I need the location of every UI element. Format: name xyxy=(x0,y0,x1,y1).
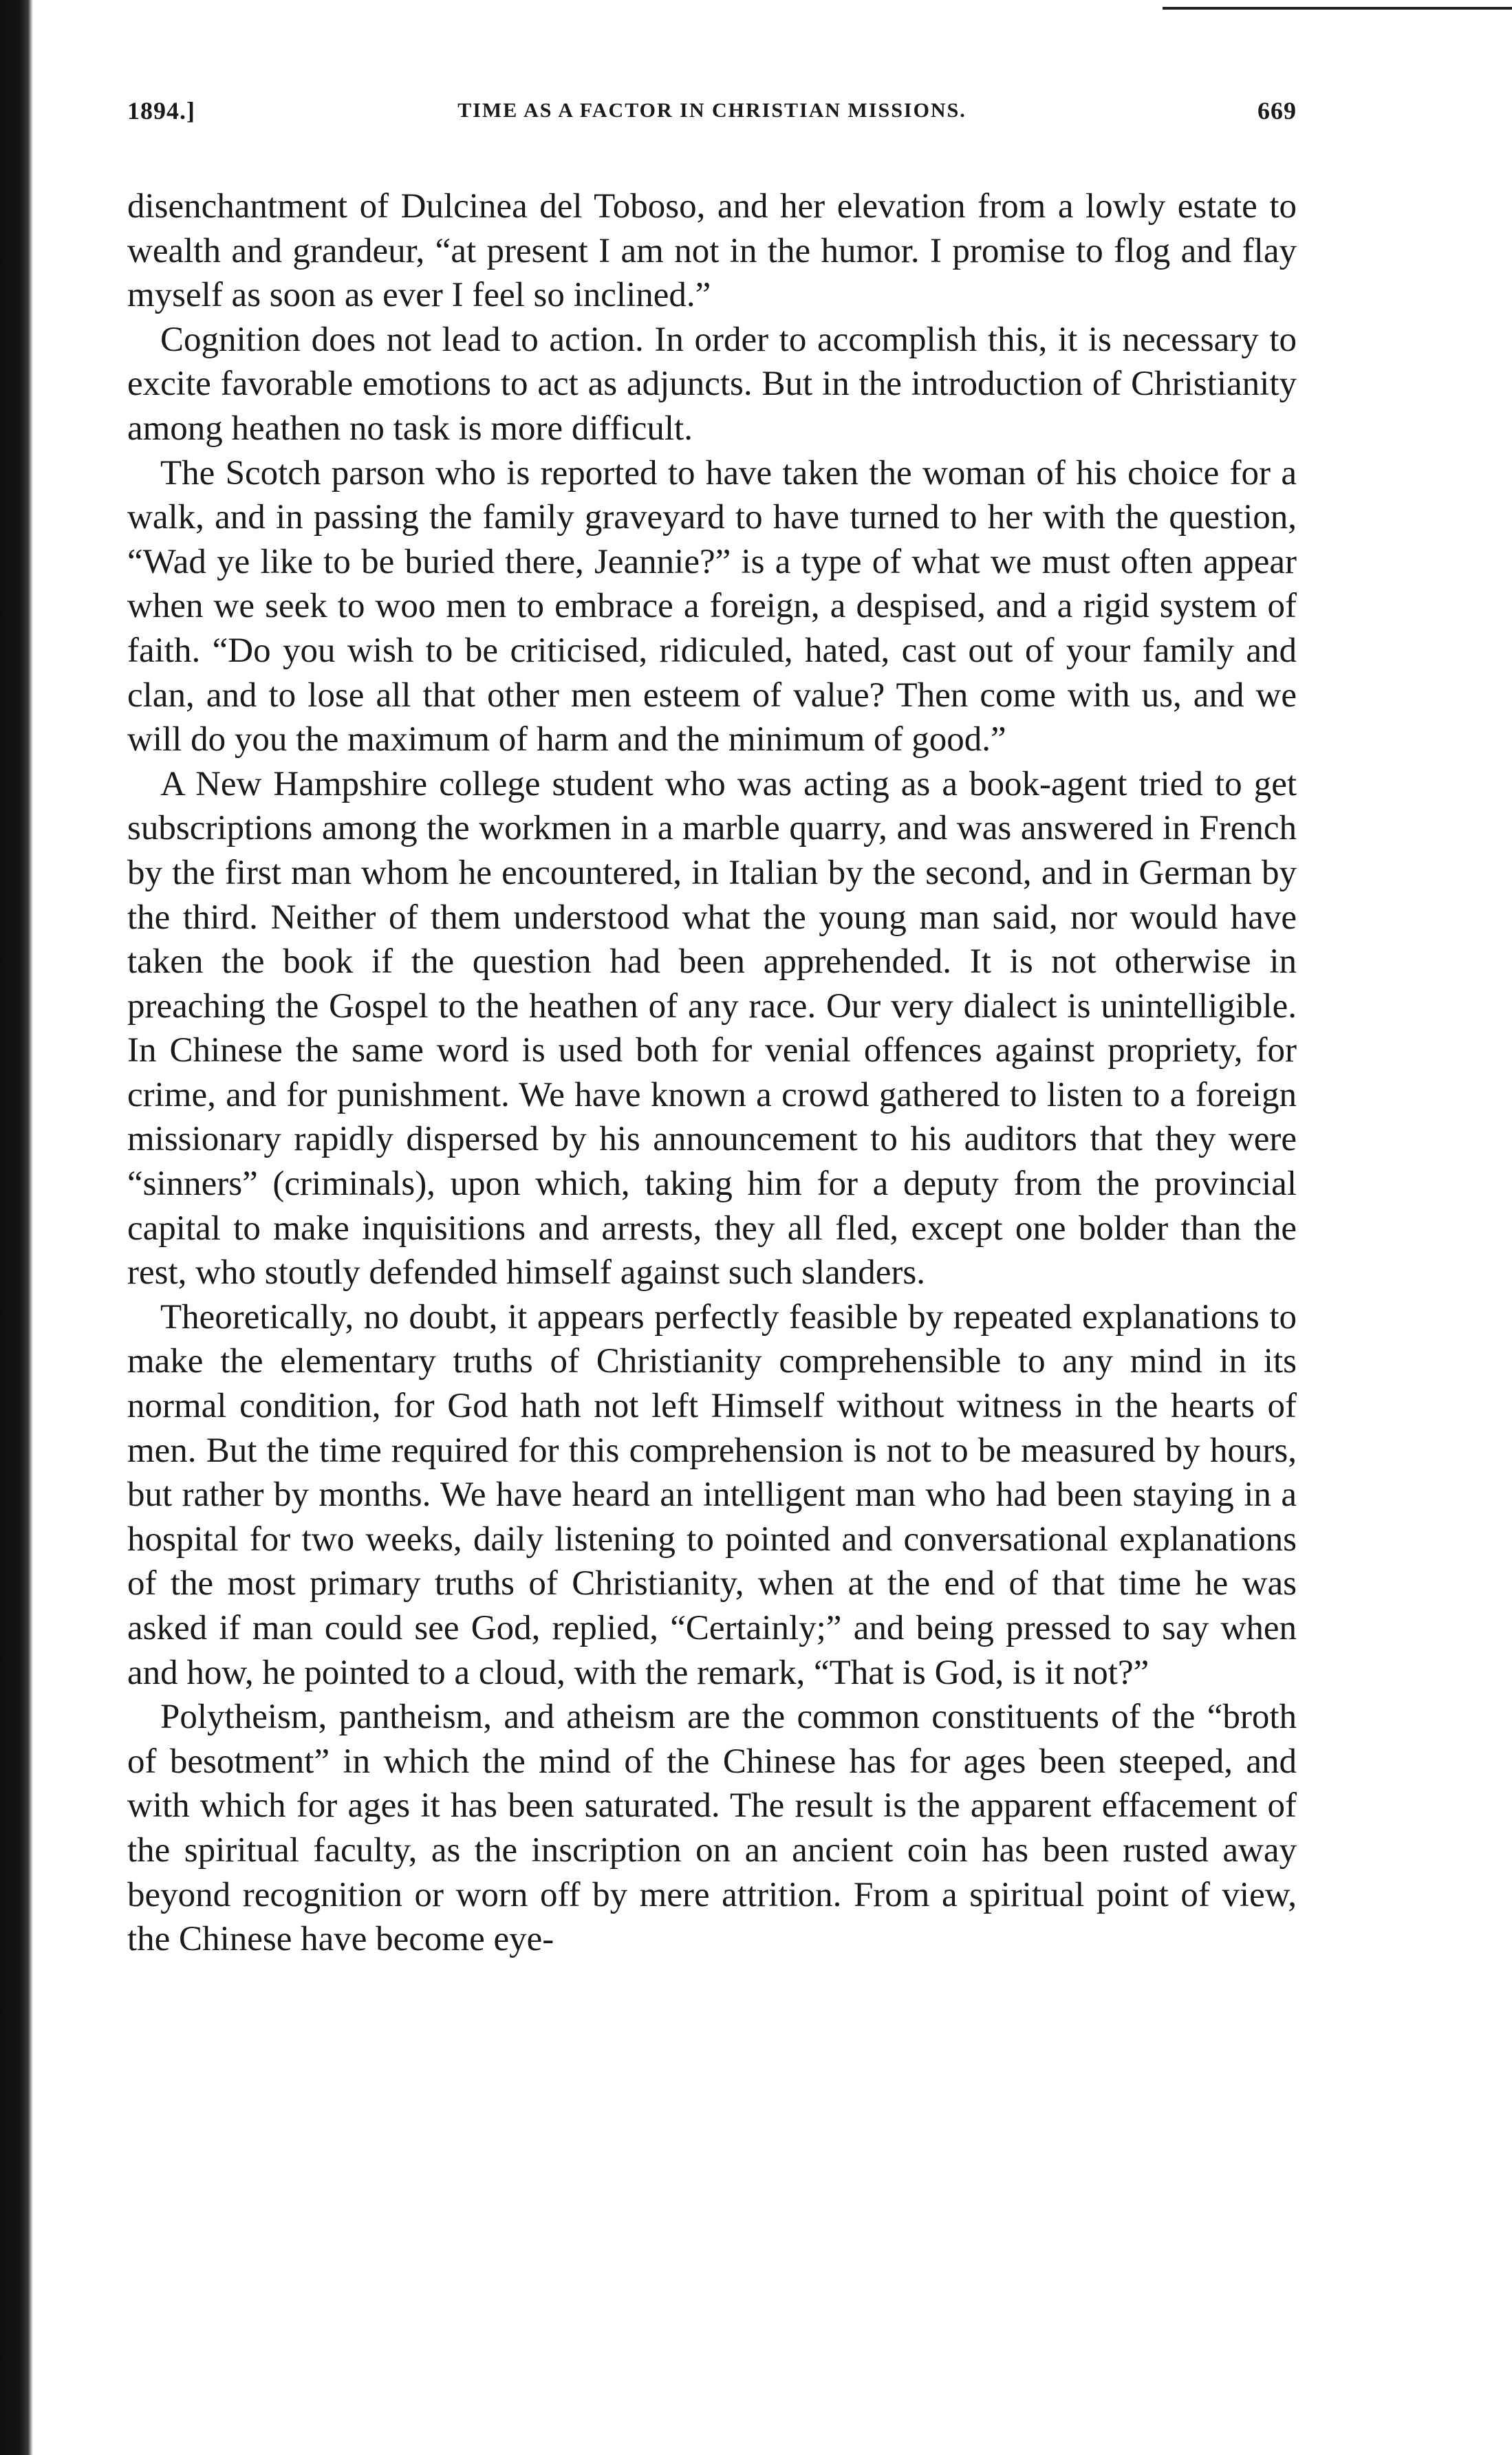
running-head xyxy=(127,96,1297,144)
running-head-year: 1894.] xyxy=(127,97,195,125)
running-head-title: TIME AS A FACTOR IN CHRISTIAN MISSIONS. xyxy=(457,99,966,122)
paragraph: A New Hampshire college student who was acting as a book-agent tried to get subscriptions among the workmen in a marble quarry, and was answered in French by the first man whom he encountered, in Italian by the second, and in German by the third. Neither of them understood what the young man said, nor would have taken the book if the question had been apprehended. It is not otherwise in preaching the Gospel to the heathen of any race. Our very dialect is unintelligible. In Chinese the same word is used both for venial offences against propriety, for crime, and for punishment. We have known a crowd gathered to listen to a foreign missionary rapidly dispersed by his announcement to his auditors that they were “sinners” (criminals), upon which, taking him for a deputy from the provincial capital to make inquisitions and arrests, they all fled, except one bolder than the rest, who stoutly defended himself against such slanders. xyxy=(127,764,1297,1293)
paragraph: Theoretically, no doubt, it appears perfectly feasible by repeated explanations to make the elementary truths of Christianity comprehensible to any mind in its normal condition, for God hath not left Himself without witness in the hearts of men. But the time required for this comprehension is not to be measured by hours, but rather by months. We have heard an intelligent man who had been staying in a hospital for two weeks, daily listening to pointed and conversational explanations of the most primary truths of Christianity, when at the end of that time he was asked if man could see God, replied, “Certainly;” and being pressed to say when and how, he pointed to a cloud, with the remark, “That is God, is it not?” xyxy=(127,1297,1297,1692)
paragraph: Polytheism, pantheism, and atheism are the common constituents of the “broth of besotment” in which the mind of the Chinese has for ages been steeped, and with which for ages it has been saturated. The result is the apparent effacement of the spiritual faculty, as the inscription on an ancient coin has been rusted away beyond recognition or worn off by mere attrition. From a spiritual point of view, the Chinese have become eye- xyxy=(127,1698,1297,1959)
paragraph-continued: disenchantment of Dulcinea del Toboso, and her elevation from a lowly estate to wealth and grandeur, “at present I am not in the humor. I promise to flog and flay myself as soon as ever I feel so inclined.” xyxy=(127,187,1297,315)
paragraph: The Scotch parson who is reported to have taken the woman of his choice for a walk, and in passing the family graveyard to have turned to her with the question, “Wad ye like to be buried there, Jeannie?” is a type of what we must often appear when we seek to woo men to embrace a foreign, a despised, and a rigid system of faith. “Do you wish to be criticised, ridiculed, hated, cast out of your family and clan, and to lose all that other men esteem of value? Then come with us, and we will do you the maximum of harm and the minimum of good.” xyxy=(127,453,1297,759)
paragraph: Cognition does not lead to action. In order to accomplish this, it is necessary to excite favorable emotions to act as adjuncts. But in the introduction of Christianity among heathen no task is more difficult. xyxy=(127,320,1297,448)
page-number: 669 xyxy=(1257,97,1297,125)
top-rule xyxy=(1163,7,1512,10)
scan-edge-shadow xyxy=(0,0,33,2455)
book-page xyxy=(127,96,1297,1962)
body-text xyxy=(127,184,1297,1962)
